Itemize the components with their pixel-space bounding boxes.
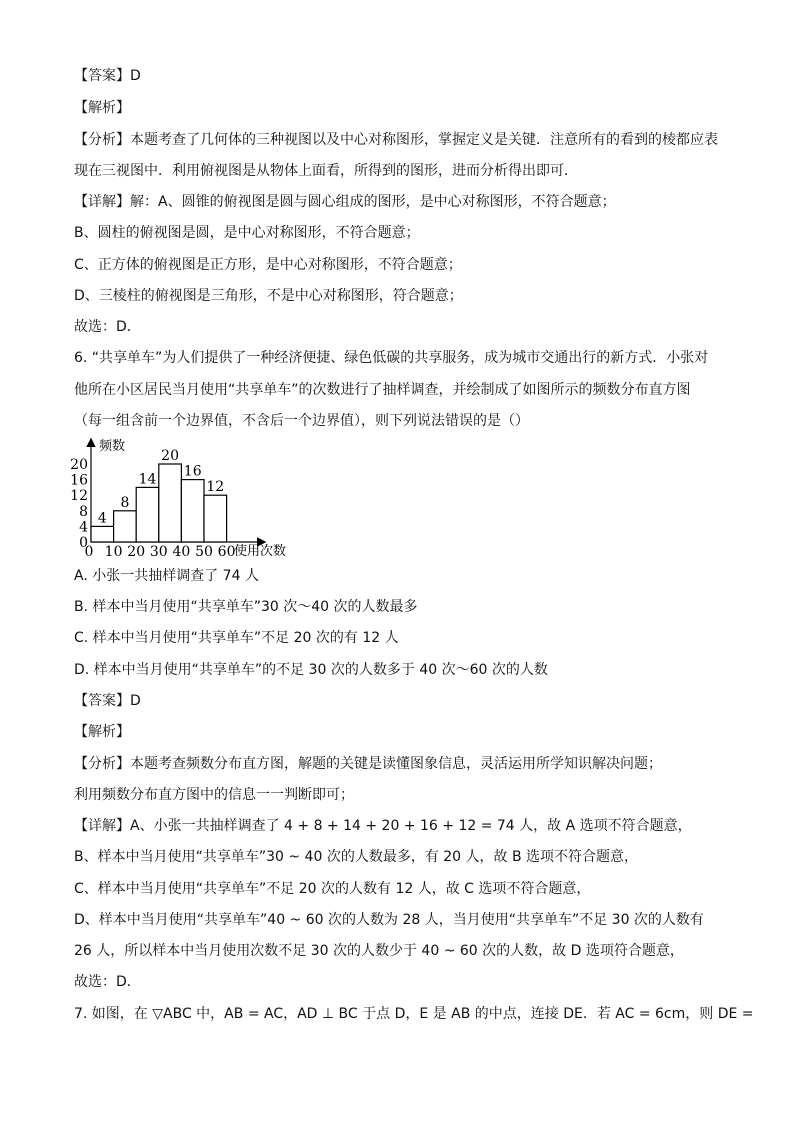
x-tick-label: 0 [84, 544, 94, 560]
y-tick-label: 8 [79, 503, 88, 520]
y-tick-label: 20 [70, 457, 88, 473]
q5-analysis-heading: 【解析】 [74, 100, 130, 116]
histogram-bar [114, 511, 137, 542]
bar-value-label: 4 [97, 510, 107, 527]
histogram-bar [204, 495, 227, 542]
bar-value-label: 20 [161, 448, 180, 464]
q6-detail-c: C、样本中当月使用“共享单车”不足 20 次的人数有 12 人，故 C 选项不符合题意， [74, 881, 591, 897]
q5-detail-a: 【详解】解：A、圆锥的俯视图是圆与圆心组成的图形，是中心对称图形，不符合题意； [74, 194, 616, 210]
x-tick-label: 10 [104, 544, 123, 560]
x-tick-label: 20 [127, 544, 146, 560]
y-tick-label: 12 [70, 488, 88, 505]
y-axis-label: 频数 [99, 439, 126, 454]
q5-detail-c: C、正方体的俯视图是正方形，是中心对称图形，不符合题意； [74, 257, 462, 273]
q6-option-a: A. 小张一共抽样调查了 74 人 [74, 568, 259, 584]
x-tick-label: 50 [195, 544, 213, 560]
q6-detail-b: B、样本中当月使用“共享单车”30 ~ 40 次的人数最多，有 20 人，故 B 选项不符合题意， [74, 849, 639, 865]
q6-detail-d-line2: 26 人，所以样本中当月使用次数不足 30 次的人数少于 40 ~ 60 次的人数，故 D 选项符合题意， [74, 943, 684, 959]
histogram-bar [159, 464, 182, 542]
q6-answer: 【答案】D [74, 693, 141, 709]
histogram-chart [64, 436, 324, 560]
histogram-bar [136, 487, 159, 542]
q6-option-c: C. 样本中当月使用“共享单车”不足 20 次的有 12 人 [74, 630, 399, 646]
bar-value-label: 12 [206, 479, 225, 496]
y-tick-label: 4 [79, 519, 88, 536]
histogram-bar [181, 480, 204, 542]
q6-option-d: D. 样本中当月使用“共享单车”的不足 30 次的人数多于 40 次～60 次的人数 [74, 662, 548, 678]
bar-value-label: 16 [183, 463, 202, 480]
q5-conclusion: 故选：D． [74, 319, 141, 335]
q6-fenxi: 【分析】本题考查频数分布直方图，解题的关键是读懂图象信息，灵活运用所学知识解决问题； [74, 756, 662, 772]
q6-analysis-heading: 【解析】 [74, 724, 130, 740]
q6-option-b: B. 样本中当月使用“共享单车”30 次～40 次的人数最多 [74, 599, 418, 615]
q6-stem-line1: 6. “共享单车”为人们提供了一种经济便捷、绿色低碳的共享服务，成为城市交通出行的新方式．小张对 [74, 350, 709, 366]
q5-fenxi: 【分析】本题考查了几何体的三种视图以及中心对称图形，掌握定义是关键．注意所有的看到的棱都应表 [74, 132, 718, 148]
q6-stem-line2: 他所在小区居民当月使用“共享单车”的次数进行了抽样调查，并绘制成了如图所示的频数分布直方图 [74, 382, 691, 398]
x-tick-label: 30 [149, 544, 168, 560]
x-tick-label: 60 [217, 544, 236, 560]
q6-conclusion: 故选：D． [74, 974, 141, 990]
q6-stem-line3: （每一组含前一个边界值，不含后一个边界值），则下列说法错误的是（） [74, 413, 529, 429]
histogram-bar [91, 526, 114, 542]
q7-stem: 7. 如图，在 ▽ABC 中，AB = AC，AD ⊥ BC 于点 D，E 是 AB 的中点，连接 DE．若 AC = 6cm，则 DE = [74, 1006, 754, 1022]
bar-value-label: 8 [120, 494, 130, 511]
bar-value-label: 14 [138, 471, 157, 488]
q6-detail-a: 【详解】A、小张一共抽样调查了 4 + 8 + 14 + 20 + 16 + 12 = 74 人，故 A 选项不符合题意， [74, 818, 692, 834]
q6-detail-d-line1: D、样本中当月使用“共享单车”40 ~ 60 次的人数为 28 人，当月使用“共享单车”不足 30 次的人数有 [74, 912, 704, 928]
q5-fenxi-cont: 现在三视图中．利用俯视图是从物体上面看，所得到的图形，进而分析得出即可． [74, 163, 578, 179]
q5-detail-b: B、圆柱的俯视图是圆，是中心对称图形，不符合题意； [74, 225, 420, 241]
x-axis-label: 使用次数 [234, 544, 287, 559]
x-tick-label: 40 [172, 544, 191, 560]
y-tick-label: 0 [79, 535, 88, 551]
q6-fenxi-cont: 利用频数分布直方图中的信息一一判断即可； [74, 787, 354, 803]
q5-answer: 【答案】D [74, 68, 141, 84]
y-tick-label: 16 [70, 472, 88, 489]
q5-detail-d: D、三棱柱的俯视图是三角形，不是中心对称图形，符合题意； [74, 288, 463, 304]
